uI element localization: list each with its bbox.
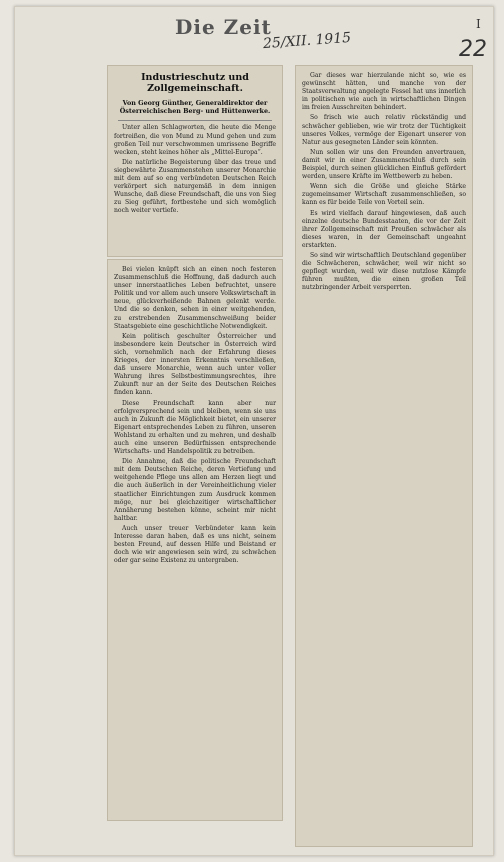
paragraph: Bei vielen knüpft sich an einen noch festeren Zusammenschluß die Hoffnung, daß dadurch auch unser innerstaatliches Leben befruchtet, unsere Politik und vor allem auch unsere Volkswirtschaft in neue, glückverheißende Bahnen gelenkt werde. Und die so denken, sehen in einer weitgehenden, zu erstrebenden Zusammenschweißung beider Staatsgebiete eine geschichtliche Notwendigkeit.	[114, 266, 276, 330]
article-headline: Industrieschutz und Zollgemeinschaft.	[141, 72, 249, 95]
page-roman-numeral: I	[476, 17, 481, 31]
page-number: 22	[459, 37, 487, 62]
paragraph: So frisch wie auch relativ rückständig und schwächer geblieben, wie wir trotz der Tüchtigkeit unseres Volkes, vermöge der Eigenart unserer von Natur aus gesegneten Länder sein könnten.	[302, 114, 466, 146]
paragraph: Die natürliche Begeisterung über das treue und siegbewährte Zusammenstehen unserer Monarchie mit dem auf so eng verbündeten Deutschen Reich verkörpert sich naturgemäß in dem innigen Wunsche, daß diese Freundschaft, die uns von Sieg zu Sieg geführt, fortbestehe und sich womöglich noch weiter vertiefe.	[114, 158, 276, 215]
clipping-right	[295, 65, 473, 847]
clipping-bottom-left	[107, 259, 283, 821]
paragraph: Es wird vielfach darauf hingewiesen, daß auch einzelne deutsche Bundesstaaten, die vor der Zeit ihrer Zollgemeinschaft mit Preußen schwächer als dieses waren, in der Gemeinschaft ungeahnt erstarkten.	[302, 209, 466, 249]
archive-sheet	[14, 6, 494, 856]
paragraph: So sind wir wirtschaftlich Deutschland gegenüber die Schwächeren, schwächer, weil wir nicht so gepflegt wurden, weil wir diese nutzlose Kämpfe führen mußten, die einen großen Teil nutzbringender Arbeit versperrten.	[302, 251, 466, 292]
article-byline: Von Georg Günther, Generaldirektor der Österreichischen Berg- und Hüttenwerke.	[119, 98, 271, 116]
paragraph: Die Annahme, daß die politische Freundschaft mit dem Deutschen Reiche, deren Vertiefung und weitgehende Pflege uns allen am Herzen liegt und die auch äußerlich in der Vereinheitlichung vieler staatlicher Einrichtungen zum Ausdruck kommen möge, nur bei gleichzeitiger wirtschaftlicher Annäherung bestehen könne, scheint mir nicht haltbar.	[114, 458, 276, 522]
paragraph: Auch unser treuer Verbündeter kann kein Interesse daran haben, daß es uns nicht, seinem besten Freund, auf dessen Hilfe und Beistand er doch wie wir angewiesen sein wird, zu schwächen oder gar seine Existenz zu untergraben.	[114, 524, 276, 565]
paragraph: Gar dieses war hierzulande nicht so, wie es gewünscht hätten, und manche von der Staatsverwaltung angelegte Fessel hat uns innerlich in politischen wie auch in wirtschaftlichen Dingen im freien Ausschreiten behindert.	[302, 72, 466, 112]
paragraph: Kein politisch geschulter Österreicher und insbesondere kein Deutscher in Österreich wird sich, vornehmlich nach der Erfahrung dieses Krieges, der innersten Erkenntnis verschließen, daß unsere Monarchie, wenn auch unter voller Wahrung ihres Selbstbestimmungsrechtes, ihre Zukunft nur an der Seite des Deutschen Reiches finden kann.	[114, 332, 276, 397]
handwritten-date: 25/XII. 1915	[262, 29, 352, 53]
paragraph: Wenn sich die Größe und gleiche Stärke zugemeinsamer Wirtschaft zusammenschließen, so kann es für beide Teile von Vorteil sein.	[302, 183, 466, 207]
clipping-top-left	[107, 65, 283, 257]
paragraph: Unter allen Schlagworten, die heute die Menge fortreißen, die von Mund zu Mund gehen und zum großen Teil nur verschwommen umrissene Begriffe wecken, steht keines höher als „Mittel-Europa“.	[114, 124, 276, 156]
paragraph: Nun sollen wir uns den Freunden anvertrauen, damit wir in einer Zusammenschluß durch sein Beispiel, durch seinen glücklichen Einfluß gefördert werden, unsere Kräfte im Wettbewerb zu heben.	[302, 148, 466, 181]
divider	[118, 120, 272, 121]
paragraph: Diese Freundschaft kann aber nur erfolgversprechend sein und bleiben, wenn sie uns auch in Zukunft die Möglichkeit bietet, ein unserer Eigenart entsprechendes Leben zu führen, unseren Wohlstand zu erhalten und zu mehren, und deshalb auch eine unseren Bedürfnissen entsprechende Wirtschafts- und Handelspolitik zu betreiben.	[114, 399, 276, 456]
masthead: Die Zeit	[175, 15, 272, 39]
